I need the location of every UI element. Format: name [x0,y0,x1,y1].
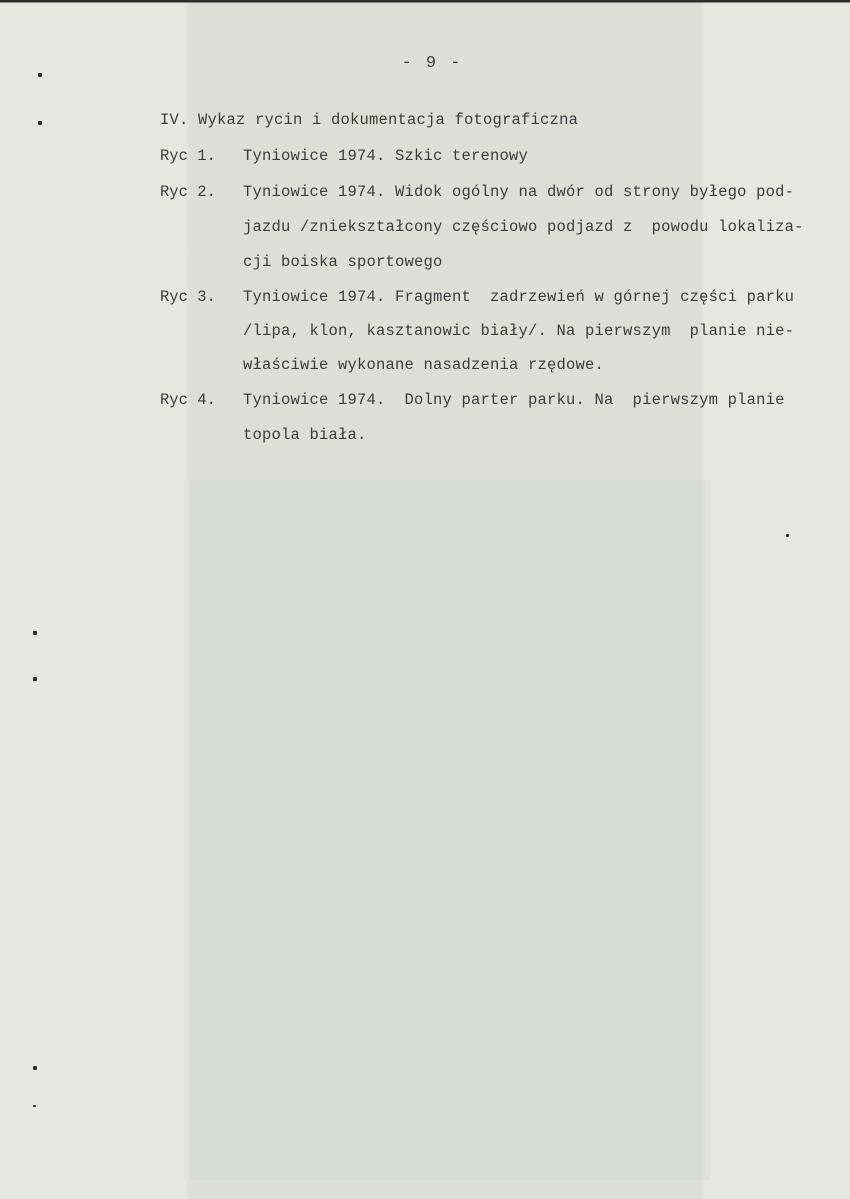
figure-caption-2-line-3: cji boiska sportowego [243,253,443,271]
paper-show-through [190,480,710,1180]
margin-mark [38,121,42,125]
figure-label-2: Ryc 2. [160,183,216,201]
margin-mark [33,677,37,681]
figure-label-1: Ryc 1. [160,147,216,165]
figure-caption-3-line-2: /lipa, klon, kasztanowic biały/. Na pierwszym planie nie- [243,322,795,340]
margin-mark [33,1105,36,1107]
margin-mark [33,1066,37,1070]
figure-caption-2-line-2: jazdu /zniekształcony częściowo podjazd z powodu lokaliza- [243,218,804,236]
margin-mark [786,534,789,537]
figure-caption-3-line-1: Tyniowice 1974. Fragment zadrzewień w górnej części parku [243,288,795,306]
margin-mark [33,631,37,635]
figure-caption-4-line-1: Tyniowice 1974. Dolny parter parku. Na pierwszym planie [243,391,785,409]
figure-label-4: Ryc 4. [160,391,216,409]
figure-caption-3-line-3: właściwie wykonane nasadzenia rzędowe. [243,356,605,374]
section-heading: IV. Wykaz rycin i dokumentacja fotograficzna [160,111,579,129]
page-number: - 9 - [401,54,463,73]
margin-mark [38,73,42,77]
figure-label-3: Ryc 3. [160,288,216,306]
figure-caption-4-line-2: topola biała. [243,426,367,444]
figure-caption-2-line-1: Tyniowice 1974. Widok ogólny na dwór od strony byłego pod- [243,183,795,201]
figure-caption-1-line-1: Tyniowice 1974. Szkic terenowy [243,147,529,165]
